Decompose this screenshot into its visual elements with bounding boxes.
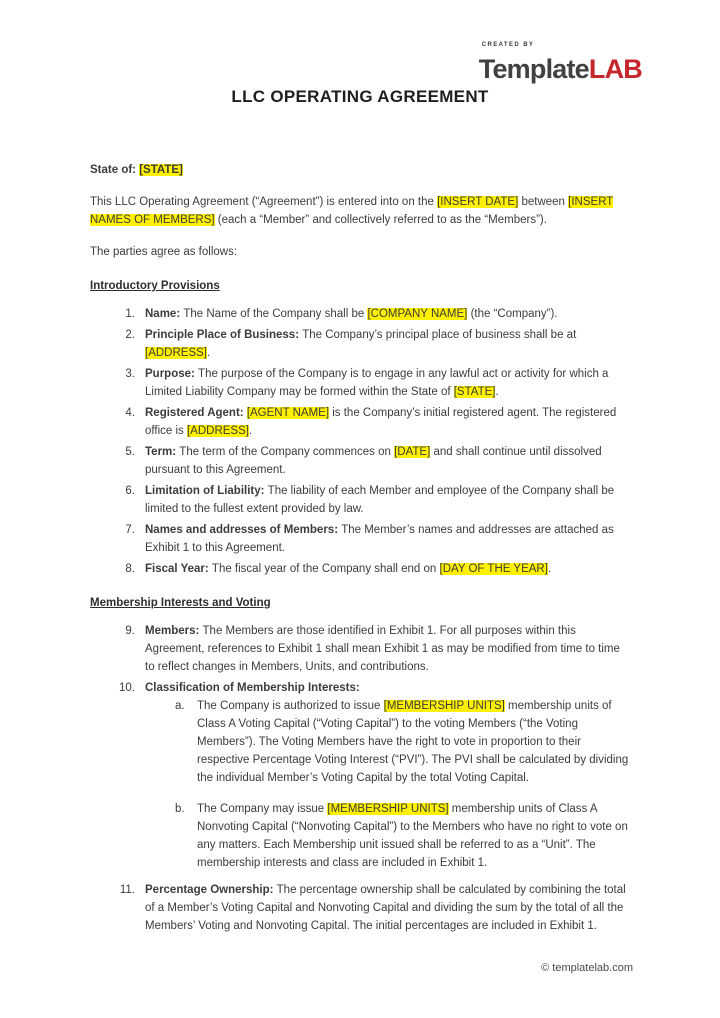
provision-item [125,404,630,440]
placeholder-highlight: [ADDRESS] [145,347,207,359]
text-run: is the Company’s initial registered agent. The registered office is [145,407,617,437]
provision-item [125,521,630,557]
provision-item [125,443,630,479]
item-number: 10. [119,682,135,694]
item-number: 4. [125,407,135,419]
section-heading-membership-interests: Membership Interests and Voting [90,597,271,609]
item-number: 8. [125,563,135,575]
item-text [145,446,602,476]
opening-paragraph [90,193,630,229]
text-run: and shall continue until dissolved pursuant to this Agreement. [145,446,602,476]
provision-item [119,881,630,935]
text-run: Purpose: [145,368,199,380]
text-run: The purpose of the Company is to engage in any lawful act or activity for which a Limited Liability Company may be formed within the State of [145,368,609,398]
text-run: Percentage Ownership: [145,884,277,896]
item-number: 9. [125,625,135,637]
parties-agree-line [90,243,630,261]
text-run: Principle Place of Business: [145,329,303,341]
text-run: The term of the Company commences on [179,446,395,458]
text-run: between [518,196,569,208]
item-number: 6. [125,485,135,497]
section-heading-introductory-provisions: Introductory Provisions [90,280,220,292]
text-run: Term: [145,446,180,458]
sub-list-item [145,800,630,872]
text-run: The Company’s principal place of business shall be at [302,329,577,341]
provision-item [125,305,630,323]
placeholder-highlight: [DATE] [394,446,431,458]
text-run: The Members are those identified in Exhibit 1. For all purposes within this Agreement, references to Exhibit 1 shall mean Exhibit 1 as may be modified from time to time to reflect changes in Members, Units, and contributions. [145,625,620,673]
provision-item [125,482,630,518]
item-number: 2. [125,329,135,341]
text-run: State of: [90,164,140,176]
logo-wordmark [479,54,642,84]
text-run: membership units of Class A Nonvoting Capital (“Nonvoting Capital”) to the Members who have no right to vote on any matters. Each Membership unit issued shall be referred to as a “Unit”. The membership interests and class are included in Exhibit 1. [197,803,628,869]
text-run: The Name of the Company shall be [183,308,368,320]
subitem-text [197,803,628,869]
item-text [145,308,557,320]
text-run: The liability of each Member and employee of the Company shall be limited to the fullest extent provided by law. [145,485,615,515]
state-of-line [90,161,630,179]
footer-copyright: © templatelab.com [541,962,633,974]
item-number: 1. [125,308,135,320]
placeholder-highlight: [MEMBERSHIP UNITS] [383,700,505,712]
item-number: 7. [125,524,135,536]
item-number: 5. [125,446,135,458]
text-run: Fiscal Year: [145,563,212,575]
subitem-letter: a. [175,700,185,712]
document-title: LLC OPERATING AGREEMENT [231,87,489,106]
text-run: The Member’s names and addresses are attached as Exhibit 1 to this Agreement. [145,524,614,554]
placeholder-highlight: [DAY OF THE YEAR] [439,563,548,575]
placeholder-highlight: [ADDRESS] [186,425,249,437]
item-text [145,563,551,575]
text-run: . [207,347,211,359]
item-number: 11. [119,884,135,896]
text-run: . [495,386,499,398]
item-text [145,884,626,932]
provision-item [125,560,630,578]
subitem-text [197,700,628,784]
text-run: The fiscal year of the Company shall end on [211,563,440,575]
membership-voting-list [90,622,630,935]
text-run: Name: [145,308,184,320]
text-run: (each a “Member” and collectively referred to as the “Members”). [214,214,547,226]
text-run: The parties agree as follows: [90,246,238,258]
item-text [145,368,608,398]
text-run: . [547,563,552,575]
text-run: The percentage ownership shall be calculated by combining the total of a Member’s Voting Capital and Nonvoting Capital and dividing the sum by the total of all the Members’ Voting and Nonvoting Capital. The initial percentages are included in Exhibit 1. [145,884,626,932]
document-body [90,161,630,938]
sub-list-item [145,697,630,787]
provision-item [125,365,630,401]
templatelab-logo [479,36,642,85]
item-number: 3. [125,368,135,380]
placeholder-highlight: [INSERT NAMES OF MEMBERS] [90,196,614,226]
text-run: Members: [145,625,203,637]
placeholder-highlight: [MEMBERSHIP UNITS] [327,803,449,815]
text-run: The Company may issue [197,803,328,815]
text-run: membership units of Class A Voting Capital (“Voting Capital”) to the voting Members (“the Voting Members”). The Voting Members have the right to vote in proportion to their respective Percentage Voting Interest (“PVI”). The PVI shall be calculated by dividing the individual Member’s Voting Capital by the total Voting Capital. [197,700,629,784]
item-text [145,407,616,437]
text-run: (the “Company”). [467,308,558,320]
text-run: Names and addresses of Members: [145,524,342,536]
placeholder-highlight: [INSERT DATE] [437,196,519,208]
item-text [145,329,576,359]
subitem-letter: b. [175,803,185,815]
text-run: Classification of Membership Interests: [145,682,360,694]
provision-item [125,326,630,362]
placeholder-highlight: [COMPANY NAME] [367,308,468,320]
item-text [145,485,614,515]
logo-created-by-label: CREATED BY [481,42,535,48]
text-run: The Company is authorized to issue [197,700,384,712]
placeholder-highlight: [STATE] [139,164,183,176]
provision-item [119,679,630,872]
text-run: This LLC Operating Agreement (“Agreement”) is entered into on the [90,196,438,208]
logo-wordmark-lab: LAB [588,54,642,84]
placeholder-highlight: [STATE] [453,386,496,398]
item-text [145,625,620,673]
item-text [145,682,360,694]
provision-item [125,622,630,676]
logo-wordmark-template: Template [478,54,589,84]
text-run: Limitation of Liability: [145,485,268,497]
sub-list [145,697,630,872]
text-run: Registered Agent: [145,407,247,419]
text-run: . [248,425,253,437]
introductory-provisions-list [90,305,630,578]
item-text [145,524,614,554]
placeholder-highlight: [AGENT NAME] [246,407,330,419]
